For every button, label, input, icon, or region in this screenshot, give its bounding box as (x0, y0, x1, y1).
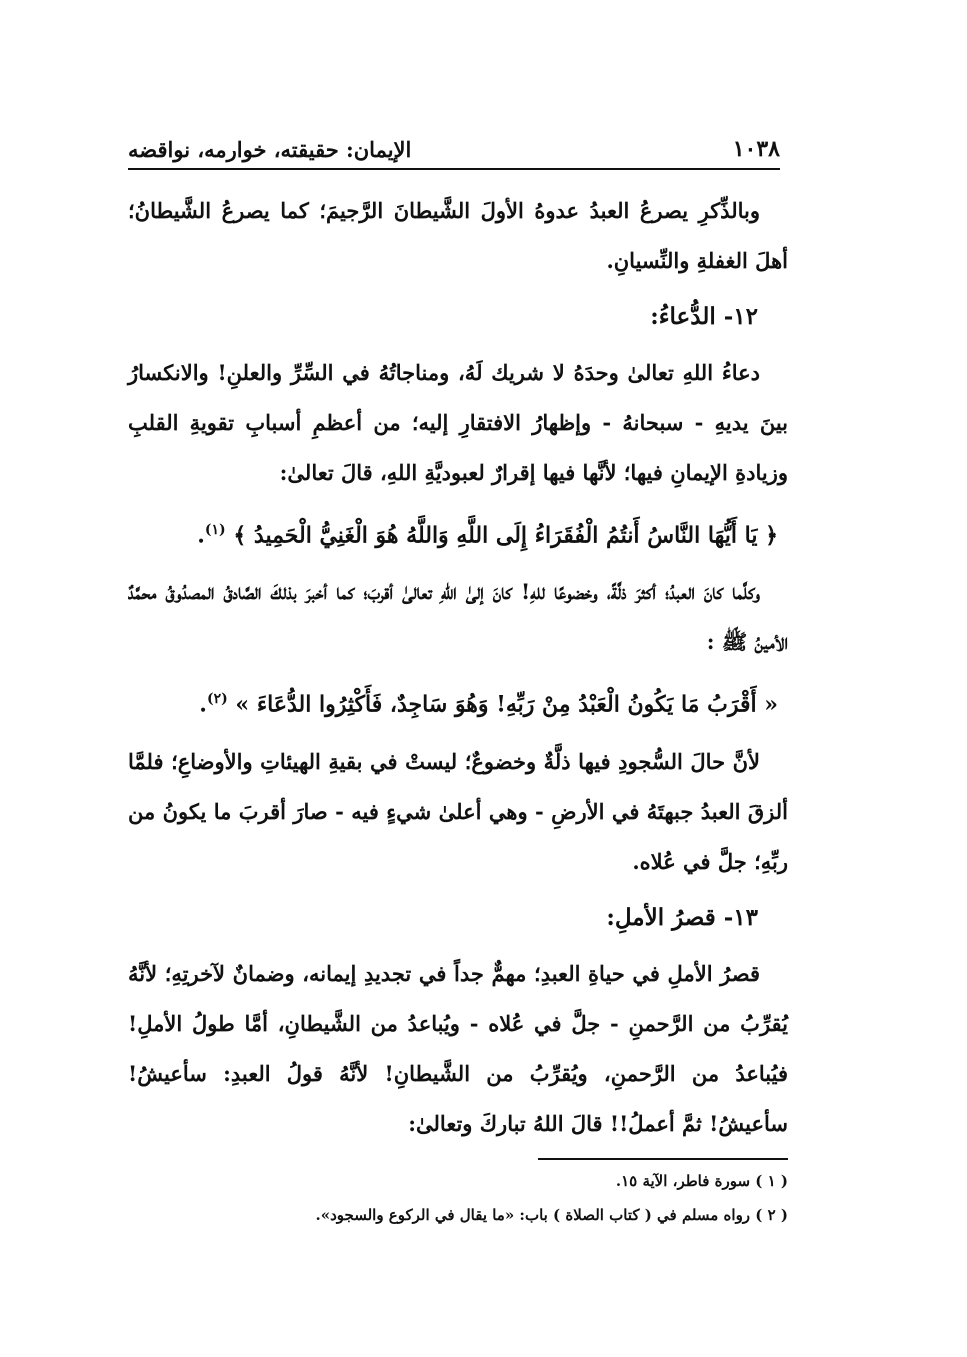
section-heading-short-hope: ١٣- قصرُ الأملِ: (606, 903, 758, 931)
footnotes (128, 1164, 788, 1232)
footnote-rule (538, 1158, 788, 1160)
header-rule (128, 168, 780, 170)
page-number: ١٠٣٨ (732, 136, 780, 162)
footnote-ref-2: (٢) (206, 691, 228, 708)
hadith-text: « أَقْرَبُ مَا يَكُونُ الْعَبْدُ مِنْ رَبِّهِ! وَهُوَ سَاجِدٌ، فَأَكْثِرُوا الدُّعَاءَ » (235, 691, 778, 718)
running-header (128, 126, 780, 162)
paragraph-sujood: لأنَّ حالَ السُّجودِ فيها ذلَّةٌ وخضوعٌ؛ ليستْ في بقيةِ الهيئاتِ والأوضاعِ؛ فلمَّا ألزقَ العبدُ جبهتَهُ في الأرضِ - وهي أعلىٰ شيءٍ فيه - صارَ أقربَ ما يكونُ من ربِّهِ؛ جلَّ في عُلاه. (128, 748, 788, 874)
quran-verse-text: ﴿ يَا أَيُّهَا النَّاسُ أَنتُمُ الْفُقَرَاءُ إِلَى اللَّهِ وَاللَّهُ هُوَ الْغَنِيُّ الْحَمِيدُ ﴾ (233, 522, 778, 549)
paragraph-dhikr: وبالذِّكرِ يصرعُ العبدُ عدوهُ الأولَ الشَّيطانَ الرَّجيمَ؛ كما يصرعُ الشَّيطانُ؛ أهلَ الغفلةِ والنِّسيانِ. (128, 198, 788, 273)
footnote-2: ( ٢ ) رواه مسلم في ( كتاب الصلاة ) باب: «ما يقال في الركوع والسجود». (315, 1206, 788, 1224)
section-heading-dua: ١٢- الدُّعاءُ: (650, 303, 758, 330)
paragraph-short-hope: قصرُ الأملِ في حياةِ العبدِ؛ مهمٌّ جداً في تجديدِ إيمانه، وضمانٌ لآخرتِهِ؛ لأنَّهُ يُقرِّبُ من الرَّحمنِ - جلَّ في عُلاه - ويُباعدُ من الشَّيطانِ، أمَّا طولُ الأملِ! فيُباعدُ من الرَّحمنِ، ويُقرِّبُ من الشَّيطانِ! لأنَّهُ قولُ العبدِ: سأعيشُ! سأعيشُ! ثمَّ أعملُ!! قالَ اللهُ تباركَ وتعالىٰ: (128, 960, 788, 1136)
quran-verse: ﴿ يَا أَيُّهَا النَّاسُ أَنتُمُ الْفُقَرَاءُ إِلَى اللَّهِ وَاللَّهُ هُوَ الْغَنِيُّ الْحَمِيدُ ﴾ $^{(١)}$. (197, 522, 778, 549)
main-text (128, 186, 788, 1149)
footnote-ref-1: (١) (204, 522, 226, 538)
paragraph-humility: وكلَّما كانَ العبدُ؛ أكثرَ ذلَّةً، وخضوعًا للهِ! كانَ إلىٰ اللهِ تعالىٰ أقربَ؛ كما أخبرَ بذلكَ الصَّادقُ المصدُوقُ محمَّدٌ الأمينُ ﷺ : (128, 579, 788, 655)
book-title: الإيمان: حقيقته، خوارمه، نواقضه (128, 137, 412, 162)
footnote-1: ( ١ ) سورة فاطر، الآية ١٥. (615, 1172, 788, 1190)
hadith-quote: « أَقْرَبُ مَا يَكُونُ الْعَبْدُ مِنْ رَبِّهِ! وَهُوَ سَاجِدٌ، فَأَكْثِرُوا الدُّعَاءَ » $^{(٢)}$. (199, 691, 778, 718)
paragraph-dua: دعاءُ اللهِ تعالىٰ وحدَهُ لا شريك لَهُ، ومناجاتُهُ في السِّرِّ والعلنِ! والانكسارُ بينَ يديهِ - سبحانهُ - وإظهارُ الافتقارِ إليه؛ من أعظمِ أسبابِ تقويةِ القلبِ وزيادةِ الإيمانِ فيها؛ لأنَّها فيها إقرارٌ لعبوديَّةِ اللهِ، قالَ تعالىٰ: (128, 360, 788, 485)
